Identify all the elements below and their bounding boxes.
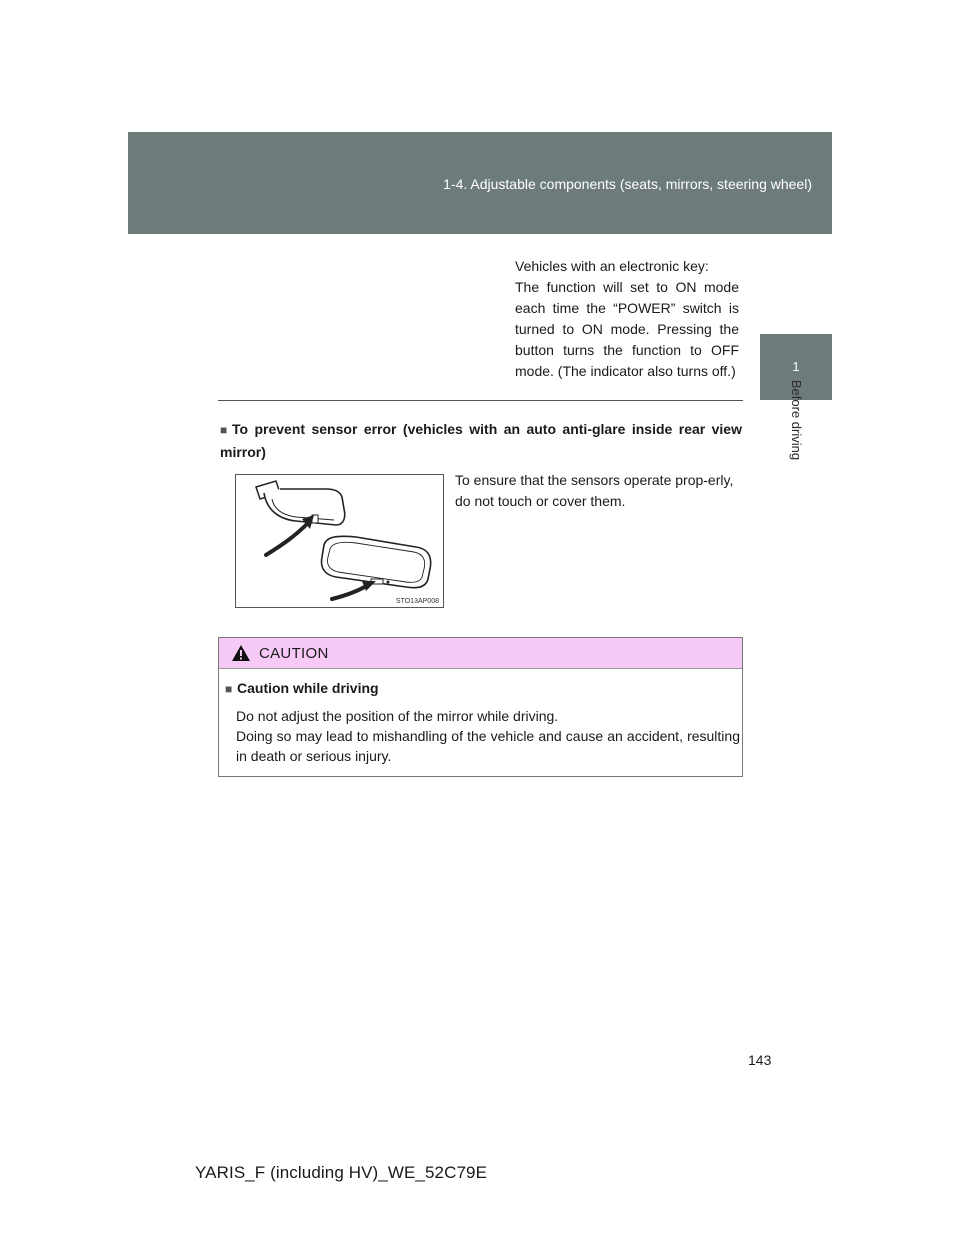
electronic-key-description: The function will set to ON mode each time the “POWER” switch is turned to ON mode. Pressing the button turns the function to OFF mode. (The indicator also turns off.) (515, 279, 739, 379)
caution-body (236, 706, 740, 766)
electronic-key-note (515, 256, 739, 382)
section-divider (218, 400, 743, 401)
caution-box (218, 637, 743, 777)
mirror-sensor-illustration (235, 474, 444, 608)
header-title: 1-4. Adjustable components (seats, mirrors, steering wheel) (443, 176, 812, 192)
caution-header (219, 638, 742, 669)
square-bullet-icon: ■ (225, 682, 233, 696)
document-footer: YARIS_F (including HV)_WE_52C79E (195, 1163, 488, 1182)
page-header (128, 132, 832, 234)
caution-title: CAUTION (259, 645, 329, 662)
electronic-key-label: Vehicles with an electronic key: (515, 258, 709, 274)
square-bullet-icon: ■ (220, 423, 228, 437)
chapter-label: Before driving (789, 379, 804, 461)
figure-code: STO13AP008 (395, 598, 439, 605)
caution-heading-text: Caution while driving (237, 680, 379, 696)
chapter-tab: 1 (760, 334, 832, 400)
mirror-drawing (236, 475, 443, 607)
sensor-section-heading (220, 418, 742, 463)
caution-heading (225, 680, 379, 696)
sensor-instruction: To ensure that the sensors operate prop-erly, do not touch or cover them. (455, 472, 734, 509)
warning-triangle-icon (231, 644, 251, 662)
sensor-heading-text: To prevent sensor error (vehicles with an auto anti-glare inside rear view mirror) (220, 421, 742, 460)
page-number: 143 (748, 1052, 772, 1068)
caution-line-2: Doing so may lead to mishandling of the vehicle and cause an accident, resulting in death or serious injury. (236, 728, 740, 764)
caution-line-1: Do not adjust the position of the mirror while driving. (236, 708, 559, 724)
